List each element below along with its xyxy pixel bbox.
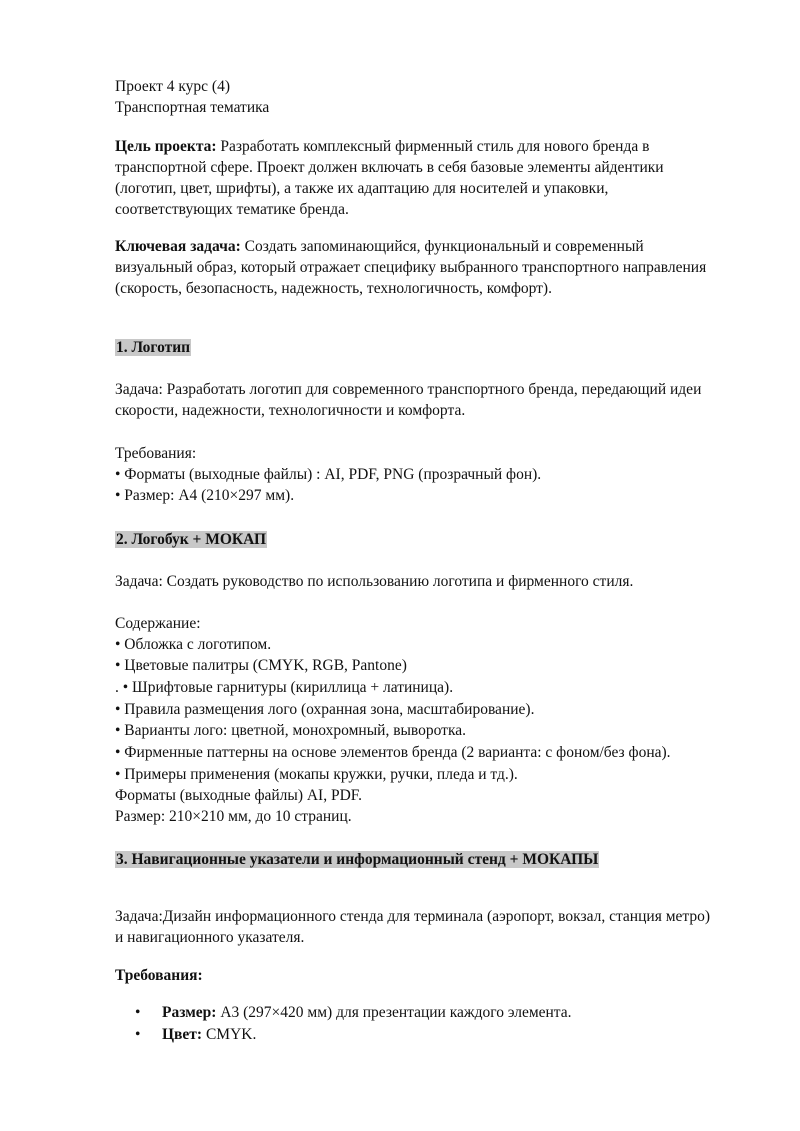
key-task-label: Ключевая задача: [115, 238, 241, 255]
section1-heading-row [115, 338, 191, 358]
section2-item-cover: • Обложка с логотипом. [115, 636, 272, 653]
section3-task-line-2: и навигационного указателя. [115, 929, 305, 946]
section2-content-title: Содержание: [115, 615, 201, 632]
key-task-line-1 [115, 237, 644, 257]
goal-line-1 [115, 137, 649, 157]
goal-text: Разработать комплексный фирменный стиль для нового бренда в [216, 138, 650, 155]
section2-item-mockups: • Примеры применения (мокапы кружки, ручки, пледа и тд.). [115, 766, 518, 783]
color-text: CMYK. [202, 1026, 257, 1043]
color-label: Цвет: [162, 1026, 203, 1043]
section3-requirements-title: Требования: [115, 967, 203, 984]
section2-item-fonts: . • Шрифтовые гарнитуры (кириллица + латиница). [115, 679, 454, 696]
section2-heading: 2. Логобук + МОКАП [116, 531, 267, 548]
section1-heading: 1. Логотип [116, 339, 191, 356]
goal-line-4: соответствующих тематике бренда. [115, 201, 349, 218]
size-label: Размер: [162, 1004, 217, 1021]
section1-task-line-2: скорости, надежности, технологичности и комфорта. [115, 402, 466, 419]
bullet-icon: • [135, 1004, 141, 1021]
key-task-line-3: (скорость, безопасность, надежность, технологичность, комфорт). [115, 280, 552, 297]
key-task-text: Создать запоминающийся, функциональный и современный [240, 238, 644, 255]
bullet-icon: • [135, 1026, 141, 1043]
section1-task-line-1: Задача: Разработать логотип для современного транспортного бренда, передающий идеи [115, 381, 702, 398]
section3-heading: 3. Навигационные указатели и информационный стенд + МОКАПЫ [116, 851, 599, 868]
section1-requirements-title: Требования: [115, 445, 197, 462]
section2-item-patterns: • Фирменные паттерны на основе элементов бренда (2 варианта: с фоном/без фона). [115, 744, 671, 761]
section2-formats: Форматы (выходные файлы) AI, PDF. [115, 787, 363, 804]
goal-line-3: (логотип, цвет, шрифты), а также их адаптацию для носителей и упаковки, [115, 180, 609, 197]
section1-req-formats: • Форматы (выходные файлы) : AI, PDF, PNG (прозрачный фон). [115, 466, 542, 483]
goal-line-2: транспортной сфере. Проект должен включать в себя базовые элементы айдентики [115, 159, 664, 176]
section2-item-palettes: • Цветовые палитры (CMYK, RGB, Pantone) [115, 657, 407, 674]
section3-req-color [162, 1025, 256, 1045]
section2-task: Задача: Создать руководство по использованию логотипа и фирменного стиля. [115, 573, 634, 590]
size-text: А3 (297×420 мм) для презентации каждого элемента. [216, 1004, 572, 1021]
goal-label: Цель проекта: [115, 138, 217, 155]
section2-item-placement: • Правила размещения лого (охранная зона, масштабирование). [115, 701, 535, 718]
section2-item-variants: • Варианты лого: цветной, монохромный, выворотка. [115, 722, 467, 739]
section3-req-size [162, 1003, 572, 1023]
section2-size: Размер: 210×210 мм, до 10 страниц. [115, 808, 352, 825]
section2-heading-row [115, 530, 267, 550]
section1-req-size: • Размер: А4 (210×297 мм). [115, 487, 295, 504]
key-task-line-2: визуальный образ, который отражает специфику выбранного транспортного направления [115, 259, 707, 276]
project-title: Проект 4 курс (4) [115, 78, 231, 95]
section3-heading-row [115, 850, 599, 870]
section3-task-line-1: Задача:Дизайн информационного стенда для терминала (аэропорт, вокзал, станция метро) [115, 908, 711, 925]
project-theme: Транспортная тематика [115, 99, 270, 116]
